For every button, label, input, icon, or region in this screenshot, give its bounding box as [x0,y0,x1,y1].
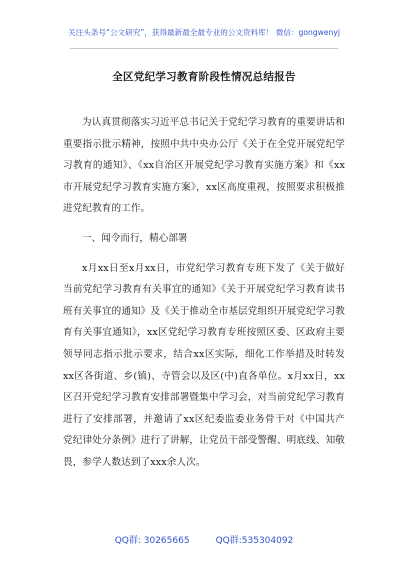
footer-contacts [0,533,408,546]
header-divider [70,48,338,49]
footer-qq-group-1: QQ群: 30265665 [114,536,190,546]
section-1-paragraph: x月xx日至x月xx日，市党纪学习教育专班下发了《关于做好当前党纪学习教育有关事宜的通知》《关于开展党纪学习教育读书班有关事宜的通知》及《关于推动全市基层党组织开展党纪学习教育有关事宜通知》，xx区党纪学习教育专班按照区委、区政府主要领导同志指示批示要求，结合xx区实际，细化工作举措及时转发xx区各街道、乡(镇)、寺管会以及区(中)直各单位。x月xx日，xx区召开党纪学习教育安排部署暨集中学习会，对当前党纪学习教育进行了安排部署，并邀请了xx区纪委监委业务骨干对《中国共产党纪律处分条例》进行了讲解，让党员干部受警醒、明底线、知敬畏，参学人数达到了xxx余人次。 [63,262,345,468]
header-banner: 关注头条号“公文研究”，获得最新最全最专业的公文资料库！ 微信：gongwenyj [68,28,340,37]
footer-qq-group-2: QQ群:535304092 [215,536,294,546]
section-heading-1: 一、闻令而行，精心部署 [82,232,188,244]
document-title: 全区党纪学习教育阶段性情况总结报告 [112,71,296,83]
document-body [63,112,345,474]
intro-paragraph: 为认真贯彻落实习近平总书记关于党纪学习教育的重要讲话和重要指示批示精神，按照中共中央办公厅《关于在全党开展党纪学习教育的通知》、《xx自治区开展党纪学习教育实施方案》和《xx市开展党纪学习教育实施方案》，xx区高度重视，按照要求积极推进党纪教育的工作。 [63,117,345,215]
